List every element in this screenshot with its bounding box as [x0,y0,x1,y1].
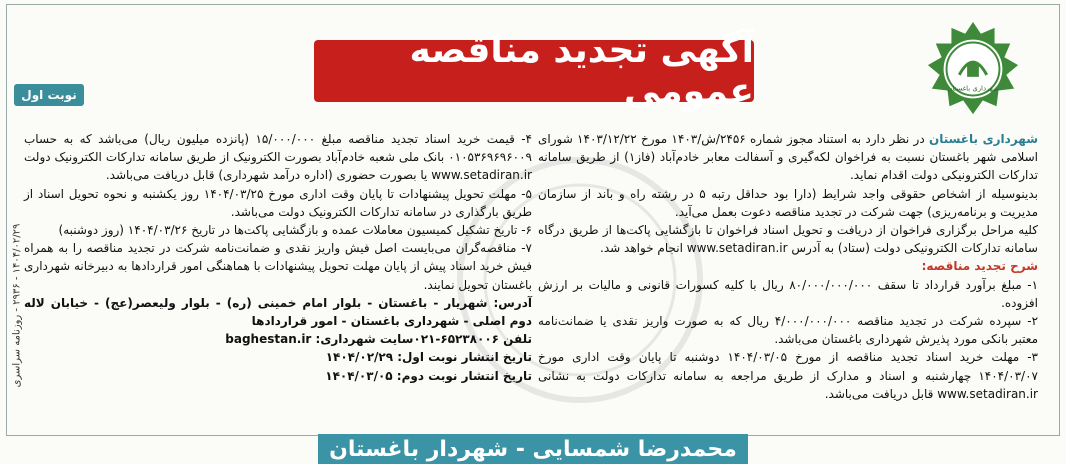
mayor-signature: محمدرضا شمسایی - شهردار باغستان [329,436,737,462]
invitation-paragraph: بدینوسیله از اشخاص حقوقی واجد شرایط (دارا بود حداقل رتبه ۵ در رشته راه و باند از سازمان مدیریت و برنامه‌ریزی) جهت شرکت در تجدید مناقصه دعوت بعمل می‌آید. [538,186,1038,219]
intro-paragraph: شهرداری باغستان در نظر دارد به استناد مجوز شماره ۲۴۵۶/ش/۱۴۰۳ مورخ ۱۴۰۳/۱۲/۲۲ شورای اسلامی شهر باغستان نسبت به فراخوان لکه‌گیری و آسفالت معابر خادم‌آباد (فاز۱) از طریق سامانه تدارکات الکترونیکی دولت اقدام نماید. [538,132,1039,183]
item-3: ۳- مهلت خرید اسناد تجدید مناقصه از مورخ ۱۴۰۴/۰۳/۰۵ دوشنبه تا پایان وقت اداری مورخ ۱۴۰۴/۰۳/۰۷ چهارشنبه و اسناد و مدارک از طریق مراجعه به سامانه تدارکات دولت به نشانی www.setadiran.ir قابل دریافت می‌باشد. [538,350,1038,401]
item-1: ۱- مبلغ برآورد قرارداد تا سقف ۸۰/۰۰۰/۰۰۰/۰۰۰ ریال با کلیه کسورات قانونی و مالیات بر ارزش افزوده. [538,277,1039,310]
phone-and-site: تلفن ۶۵۲۳۸۰۰۶-۰۲۱سایت شهرداری: baghestan.ir [225,332,532,347]
notice-title: آگهی تجدید مناقصه عمومی [409,30,754,112]
address: آدرس: شهریار - باغستان - بلوار امام خمینی (ره) - بلوار ولیعصر(عج) - خیابان لاله دوم اصلی - شهرداری باغستان - امور قراردادها [24,295,532,329]
publish-date-first: تاریخ انتشار نوبت اول: ۱۴۰۴/۰۲/۲۹ [325,350,532,365]
side-margin-text: ۱۴۰۴/۰۲/۲۹ - ۲۹۳۶ - روزنامه سراسری [11,223,23,388]
section-title: شرح تجدید مناقصه: [921,259,1038,274]
notice-left-column [24,130,532,385]
municipality-name: شهرداری باغستان [928,132,1039,146]
item-4: ۴- قیمت خرید اسناد تجدید مناقصه مبلغ ۱۵/۰۰۰/۰۰۰ (پانزده میلیون ریال) می‌باشد که به حساب ۰۱۰۵۳۶۹۶۹۶۰۰۹ بانک ملی شعبه خادم‌آباد بصورت الکترونیک از طریق سامانه تدارکات الکترونیک دولت www.setadiran.ir یا بصورت حضوری (اداره درآمد شهرداری) قابل دریافت می‌باشد. [24,132,532,183]
process-paragraph: کلیه مراحل برگزاری فراخوان از دریافت و تحویل اسناد فراخوان تا بازگشایی پاکت‌ها از طریق درگاه سامانه تدارکات الکترونیکی دولت (ستاد) به آدرس www.setadiran.ir انجام خواهد شد. [538,223,1038,256]
notice-title-banner [314,30,754,112]
publish-date-second: تاریخ انتشار نوبت دوم: ۱۴۰۴/۰۳/۰۵ [325,368,532,383]
item-2: ۲- سپرده شرکت در تجدید مناقصه ۴/۰۰۰/۰۰۰/۰۰۰ ریال که به صورت واریز نقدی یا ضمانت‌نامه معتبر بانکی مورد پذیرش شهرداری باغستان می‌باشد. [538,314,1039,347]
nobat-badge: نوبت اول [14,84,84,106]
svg-text:شهرداری باغستان: شهرداری باغستان [947,84,999,93]
notice-right-column [538,130,1038,403]
signature-banner [318,434,748,464]
item-7: ۷- مناقصه‌گران می‌بایست اصل فیش واریز نقدی و ضمانت‌نامه شرکت در تجدید مناقصه را به همراه فیش خرید اسناد پیش از پایان مهلت تحویل پیشنهادات با هماهنگی امور قراردادها به دبیرخانه شهرداری باغستان تحویل نمایند. [24,241,532,292]
item-5: ۵- مهلت تحویل پیشنهادات تا پایان وقت اداری مورخ ۱۴۰۴/۰۳/۲۵ روز یکشنبه و نحوه تحویل اسناد از طریق بارگذاری در سامانه تدارکات الکترونیک دولت می‌باشد. [24,186,532,219]
municipality-logo-icon [924,20,1022,118]
item-6: ۶- تاریخ تشکیل کمیسیون معاملات عمده و بازگشایی پاکت‌ها در تاریخ ۱۴۰۴/۰۳/۲۶ (روز دوشنبه) [58,223,532,238]
